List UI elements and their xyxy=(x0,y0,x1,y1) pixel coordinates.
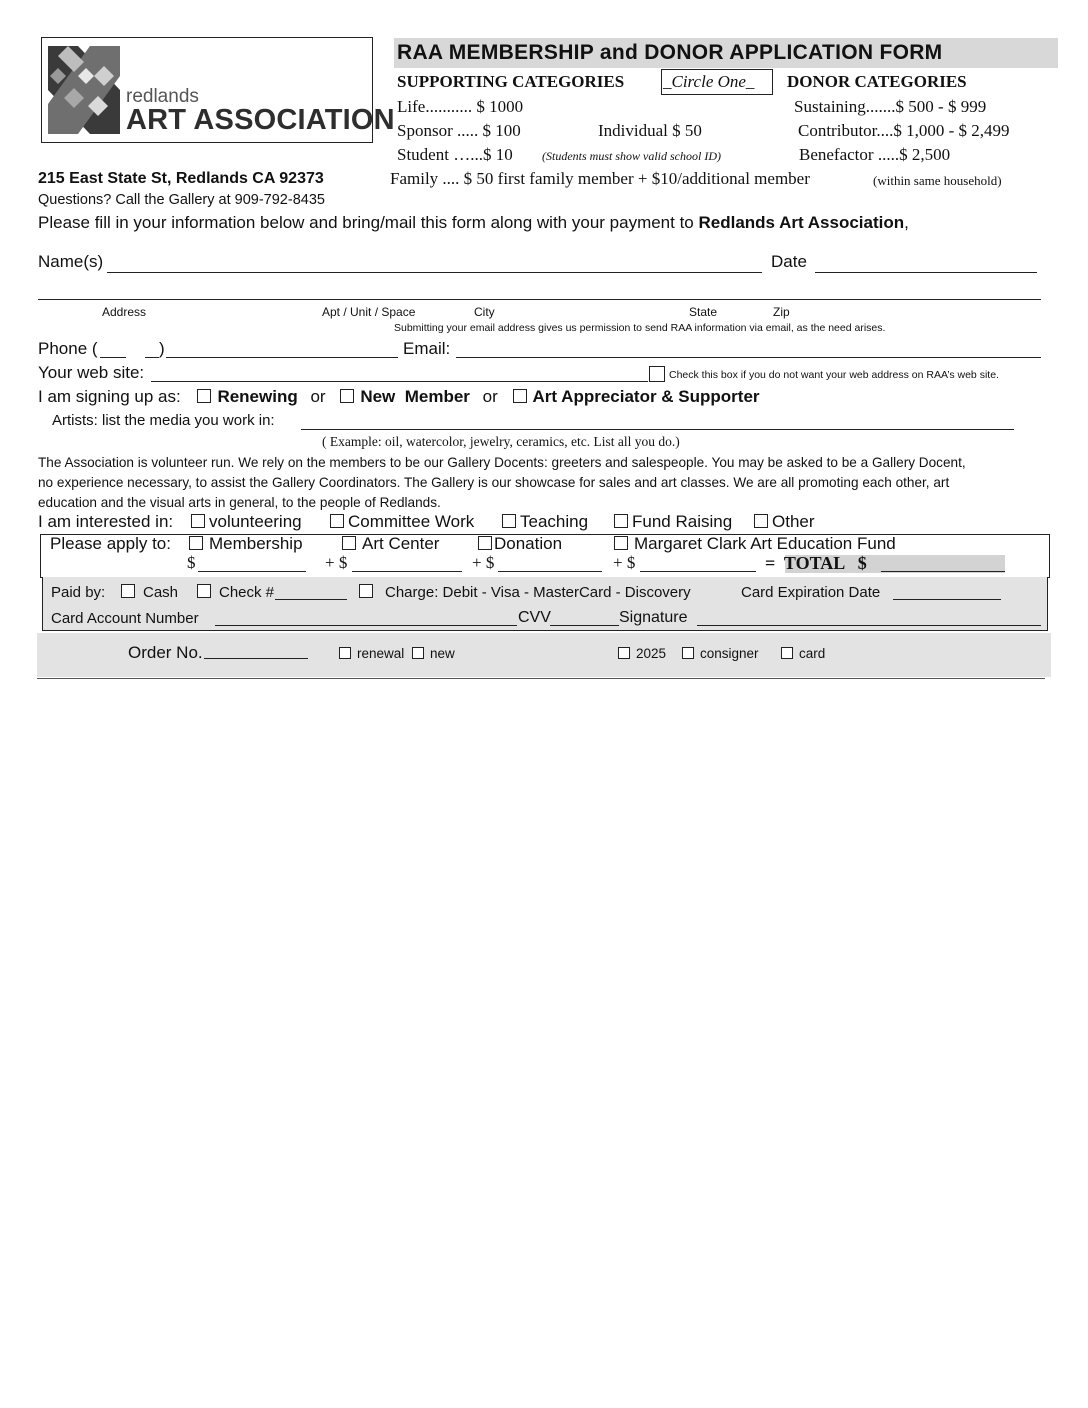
interest-teaching[interactable] xyxy=(502,512,588,532)
apply-membership[interactable] xyxy=(189,534,303,554)
interests-label: I am interested in: xyxy=(38,512,174,531)
total-input[interactable] xyxy=(881,571,1005,572)
renewing-label: Renewing xyxy=(217,387,298,406)
signup-row xyxy=(38,387,760,407)
interest-committee-checkbox[interactable] xyxy=(330,514,344,528)
apply-mcaef[interactable] xyxy=(614,534,896,554)
phone-number-input[interactable] xyxy=(166,357,398,358)
office-renewal[interactable] xyxy=(339,646,404,661)
office-renewal-checkbox[interactable] xyxy=(339,647,351,659)
interest-fundraising[interactable] xyxy=(614,512,732,532)
interest-fundraising-label: Fund Raising xyxy=(632,512,733,531)
volunteer-paragraph xyxy=(38,453,966,513)
cvv-label: CVV xyxy=(518,609,551,626)
amount-mcaef-input[interactable] xyxy=(640,571,756,572)
amount-membership-dollar: $ xyxy=(187,553,196,572)
media-label: Artists: list the media you work in: xyxy=(52,412,275,429)
names-input[interactable] xyxy=(107,272,762,273)
apply-art-center-label: Art Center xyxy=(362,534,440,553)
apply-donation-checkbox[interactable] xyxy=(478,536,492,550)
interest-teaching-checkbox[interactable] xyxy=(502,514,516,528)
amount-art-center-input[interactable] xyxy=(352,571,462,572)
logo-box xyxy=(41,37,395,143)
pay-cash-checkbox[interactable] xyxy=(121,584,135,598)
signature-label: Signature xyxy=(619,609,688,626)
category-life[interactable]: Life........... $ 1000 xyxy=(397,97,524,116)
paid-by-label: Paid by: xyxy=(51,584,106,601)
office-consigner-checkbox[interactable] xyxy=(682,647,694,659)
category-individual[interactable]: Individual $ 50 xyxy=(598,121,702,140)
interest-committee-label: Committee Work xyxy=(348,512,475,531)
circle-one-label: _Circle One_ xyxy=(663,72,755,91)
pay-cash[interactable] xyxy=(121,584,178,601)
donor-benefactor[interactable]: Benefactor .....$ 2,500 xyxy=(799,145,951,164)
phone-area-code-input[interactable] xyxy=(100,357,126,358)
volunteer-line-2: no experience necessary, to assist the Gallery Coordinators. The Gallery is our showcase for sales and art classes. We are all promoting each other, art xyxy=(38,475,950,490)
website-label: Your web site: xyxy=(38,363,145,382)
email-label: Email: xyxy=(403,339,451,358)
date-label: Date xyxy=(771,252,807,271)
apply-donation-label: Donation xyxy=(494,534,563,553)
apply-mcaef-label: Margaret Clark Art Education Fund xyxy=(634,534,896,553)
pay-charge-checkbox[interactable] xyxy=(359,584,373,598)
apt-caption: Apt / Unit / Space xyxy=(322,305,416,319)
phone-paren: ) xyxy=(159,339,165,358)
apply-art-center[interactable] xyxy=(342,534,439,554)
new-member-label: New Member xyxy=(360,387,470,406)
new-member-checkbox[interactable] xyxy=(340,389,354,403)
family-note: (within same household) xyxy=(873,173,1002,188)
hide-website-note: Check this box if you do not want your web address on RAA’s web site. xyxy=(669,369,999,381)
office-card-label: card xyxy=(799,646,826,661)
pay-charge[interactable] xyxy=(359,584,691,601)
media-example: ( Example: oil, watercolor, jewelry, ceramics, etc. List all you do.) xyxy=(322,434,680,449)
pay-check[interactable] xyxy=(197,584,274,601)
pay-check-checkbox[interactable] xyxy=(197,584,211,598)
pay-check-label: Check # xyxy=(219,584,275,601)
supporting-categories-heading: SUPPORTING CATEGORIES xyxy=(397,72,625,91)
amount-mcaef-dollar: + $ xyxy=(613,553,636,572)
apply-membership-label: Membership xyxy=(209,534,303,553)
amount-art-center-dollar: + $ xyxy=(325,553,348,572)
order-number-input[interactable] xyxy=(204,658,308,659)
interest-other-label: Other xyxy=(772,512,815,531)
or-text-2: or xyxy=(482,387,498,406)
signature-input[interactable] xyxy=(697,625,1041,626)
website-input[interactable] xyxy=(151,381,648,382)
card-expiration-label: Card Expiration Date xyxy=(741,584,881,601)
form-title-bar xyxy=(394,38,1058,68)
category-family[interactable]: Family .... $ 50 first family member + $10/additional member xyxy=(390,169,810,188)
gallery-address: 215 East State St, Redlands CA 92373 xyxy=(38,170,324,187)
form-title: RAA MEMBERSHIP and DONOR APPLICATION FORM xyxy=(397,41,943,64)
interest-teaching-label: Teaching xyxy=(520,512,589,531)
interest-committee[interactable] xyxy=(330,512,474,532)
interest-volunteering-label: volunteering xyxy=(209,512,302,531)
pay-charge-label: Charge: Debit - Visa - MasterCard - Discovery xyxy=(385,584,691,601)
donor-sustaining[interactable]: Sustaining.......$ 500 - $ 999 xyxy=(794,97,987,116)
office-card-checkbox[interactable] xyxy=(781,647,793,659)
instructions xyxy=(38,213,909,233)
volunteer-line-3: education and the visual arts in general, to the people of Redlands. xyxy=(38,495,441,510)
total-label: = TOTAL $ xyxy=(765,553,867,573)
email-input[interactable] xyxy=(456,357,1041,358)
apply-donation[interactable] xyxy=(478,534,562,554)
appreciator-label: Art Appreciator & Supporter xyxy=(532,387,760,406)
amount-membership-input[interactable] xyxy=(198,571,306,572)
card-account-label: Card Account Number xyxy=(51,610,199,627)
office-year-checkbox[interactable] xyxy=(618,647,630,659)
office-year-label: 2025 xyxy=(636,646,667,661)
check-number-input[interactable] xyxy=(275,599,347,600)
interest-other[interactable] xyxy=(754,512,815,532)
donor-contributor[interactable]: Contributor....$ 1,000 - $ 2,499 xyxy=(798,121,1010,140)
office-card[interactable] xyxy=(781,646,825,661)
instructions-org: Redlands Art Association xyxy=(698,213,905,232)
names-label: Name(s) xyxy=(38,252,104,271)
apply-membership-checkbox[interactable] xyxy=(189,536,203,550)
donor-categories-heading: DONOR CATEGORIES xyxy=(787,72,967,91)
bottom-divider xyxy=(37,678,1045,679)
interest-other-checkbox[interactable] xyxy=(754,514,768,528)
logo-text-main: ART ASSOCIATION xyxy=(126,104,395,136)
apply-art-center-checkbox[interactable] xyxy=(342,536,356,550)
logo-mark-icon xyxy=(48,46,120,134)
city-caption: City xyxy=(474,305,495,319)
office-year[interactable] xyxy=(618,646,666,661)
order-number-label: Order No. xyxy=(128,643,203,662)
category-student[interactable]: Student …...$ 10 xyxy=(397,145,513,164)
state-caption: State xyxy=(689,305,718,319)
interest-volunteering-checkbox[interactable] xyxy=(191,514,205,528)
volunteer-line-1: The Association is volunteer run. We rely on the members to be our Gallery Docents: greeters and salespeople. You may be asked to be a Gallery Docent, xyxy=(38,455,966,470)
logo-text-top: redlands xyxy=(126,86,199,107)
amount-donation-dollar: + $ xyxy=(472,553,495,572)
office-new-label: new xyxy=(430,646,455,661)
instructions-text: Please fill in your information below and bring/mail this form along with your payment to xyxy=(38,213,699,232)
category-sponsor[interactable]: Sponsor ..... $ 100 xyxy=(397,121,521,140)
amount-donation-input[interactable] xyxy=(498,571,602,572)
office-new-checkbox[interactable] xyxy=(412,647,424,659)
student-note: (Students must show valid school ID) xyxy=(542,149,721,163)
email-permission-note: Submitting your email address gives us permission to send RAA information via email, as the need arises. xyxy=(394,322,886,334)
or-text-1: or xyxy=(310,387,326,406)
pay-cash-label: Cash xyxy=(143,584,179,601)
cvv-input[interactable] xyxy=(550,625,619,626)
card-account-input[interactable] xyxy=(215,625,517,626)
hide-website-checkbox[interactable] xyxy=(649,366,665,382)
card-expiration-input[interactable] xyxy=(893,599,1001,600)
office-consigner[interactable] xyxy=(682,646,759,661)
media-input[interactable] xyxy=(301,429,1014,430)
questions-line: Questions? Call the Gallery at 909-792-8435 xyxy=(38,192,325,208)
zip-caption: Zip xyxy=(773,305,790,319)
address-input[interactable] xyxy=(38,299,1041,300)
renewing-checkbox[interactable] xyxy=(197,389,211,403)
address-caption: Address xyxy=(102,305,147,319)
signup-label: I am signing up as: xyxy=(38,387,181,406)
interest-fundraising-checkbox[interactable] xyxy=(614,514,628,528)
apply-mcaef-checkbox[interactable] xyxy=(614,536,628,550)
office-consigner-label: consigner xyxy=(700,646,759,661)
apply-to-label: Please apply to: xyxy=(50,534,171,553)
office-renewal-label: renewal xyxy=(357,646,405,661)
office-new[interactable] xyxy=(412,646,455,661)
interest-volunteering[interactable] xyxy=(191,512,302,532)
phone-label: Phone ( xyxy=(38,339,98,358)
instructions-suffix: , xyxy=(904,213,909,232)
date-input[interactable] xyxy=(815,272,1037,273)
appreciator-checkbox[interactable] xyxy=(513,389,527,403)
phone-area-code-tail xyxy=(145,357,159,358)
